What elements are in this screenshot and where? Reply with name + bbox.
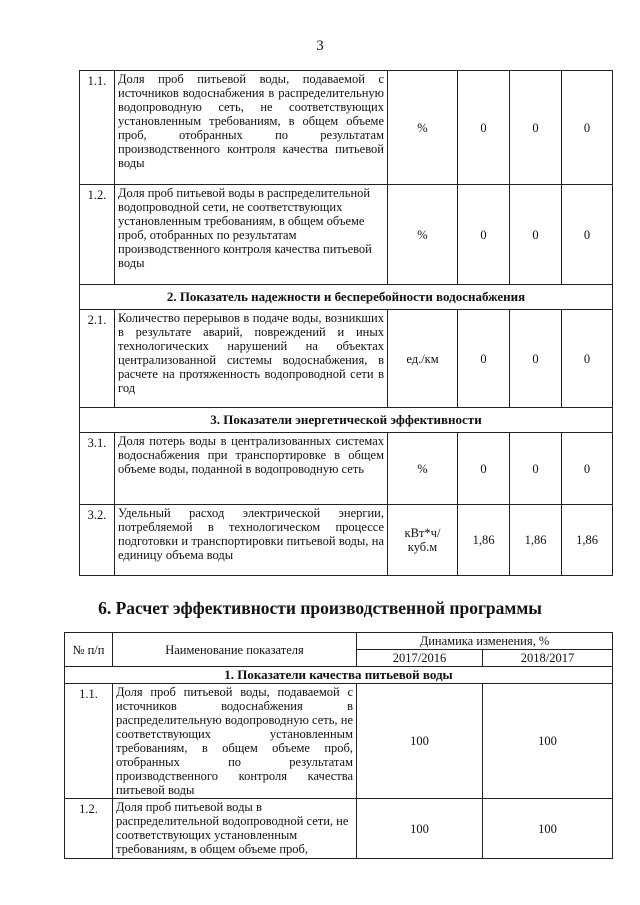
section-title: 1. Показатели качества питьевой воды — [65, 667, 613, 684]
value-cell: 100 — [483, 799, 613, 859]
value-cell: 1,86 — [562, 505, 613, 576]
unit-cell: кВт*ч/ куб.м — [388, 505, 458, 576]
indicator-name: Удельный расход электрической энергии, потребляемой в технологическом процессе подготовки и транспортировки питьевой воды, на единицу объема воды — [115, 505, 388, 576]
unit-cell: % — [388, 185, 458, 285]
value-cell: 0 — [458, 185, 510, 285]
row-number: 3.2. — [80, 505, 115, 576]
unit-cell: ед./км — [388, 310, 458, 408]
value-cell: 0 — [458, 433, 510, 505]
indicator-name: Доля проб питьевой воды в распределительной водопроводной сети, не соответствующих установленным требованиям, в общем объеме проб, — [113, 799, 357, 859]
table-row — [80, 71, 613, 185]
page-number: 3 — [316, 38, 324, 54]
value-cell: 0 — [562, 185, 613, 285]
row-number: 1.1. — [80, 71, 115, 185]
row-number: 1.2. — [80, 185, 115, 285]
row-number: 3.1. — [80, 433, 115, 505]
efficiency-table — [64, 632, 613, 859]
section-title: 3. Показатели энергетической эффективности — [80, 408, 613, 433]
value-cell: 0 — [510, 71, 562, 185]
section-title: 2. Показатель надежности и бесперебойности водоснабжения — [80, 285, 613, 310]
value-cell: 1,86 — [510, 505, 562, 576]
unit-cell: % — [388, 71, 458, 185]
table-row — [80, 433, 613, 505]
indicator-name: Количество перерывов в подаче воды, возникших в результате аварий, повреждений и иных технологических нарушений на объектах централизованной системы водоснабжения, в расчете на протяженность водопроводной сети в год — [115, 310, 388, 408]
value-cell: 0 — [510, 310, 562, 408]
col-number-header: № п/п — [65, 633, 113, 667]
indicator-name: Доля проб питьевой воды, подаваемой с источников водоснабжения в распределительную водопроводную сеть, не соответствующих установленным требованиям, в общем объеме проб, отобранных по результатам производственного контроля качества питьевой воды — [113, 684, 357, 799]
value-cell: 0 — [510, 433, 562, 505]
col-year2-header: 2018/2017 — [483, 650, 613, 667]
value-cell: 100 — [357, 799, 483, 859]
value-cell: 0 — [510, 185, 562, 285]
section-heading: 6. Расчет эффективности производственной программы — [98, 598, 542, 618]
header-row — [65, 633, 613, 650]
value-cell: 100 — [357, 684, 483, 799]
value-cell: 1,86 — [458, 505, 510, 576]
value-cell: 0 — [458, 310, 510, 408]
unit-cell: % — [388, 433, 458, 505]
indicator-name: Доля проб питьевой воды в распределительной водопроводной сети, не соответствующих установленным требованиям, в общем объеме проб, отобранных по результатам производственного контроля качества питьевой воды — [115, 185, 388, 285]
col-name-header: Наименование показателя — [113, 633, 357, 667]
value-cell: 0 — [562, 71, 613, 185]
section-row — [80, 285, 613, 310]
value-cell: 0 — [458, 71, 510, 185]
indicator-name: Доля проб питьевой воды, подаваемой с источников водоснабжения в распределительную водопроводную сеть, не соответствующих установленным требованиям, в общем объеме проб, отобранных по результатам производственного контроля качества питьевой воды — [115, 71, 388, 185]
table-row — [80, 505, 613, 576]
table-row — [80, 310, 613, 408]
col-dynamics-header: Динамика изменения, % — [357, 633, 613, 650]
value-cell: 0 — [562, 433, 613, 505]
row-number: 1.2. — [65, 799, 113, 859]
indicator-name: Доля потерь воды в централизованных системах водоснабжения при транспортировке в общем объеме воды, поданной в водопроводную сеть — [115, 433, 388, 505]
row-number: 2.1. — [80, 310, 115, 408]
table-row — [65, 684, 613, 799]
col-year1-header: 2017/2016 — [357, 650, 483, 667]
section-row — [65, 667, 613, 684]
value-cell: 100 — [483, 684, 613, 799]
row-number: 1.1. — [65, 684, 113, 799]
value-cell: 0 — [562, 310, 613, 408]
table-row — [65, 799, 613, 859]
table-row — [80, 185, 613, 285]
indicators-table — [79, 70, 613, 576]
section-row — [80, 408, 613, 433]
